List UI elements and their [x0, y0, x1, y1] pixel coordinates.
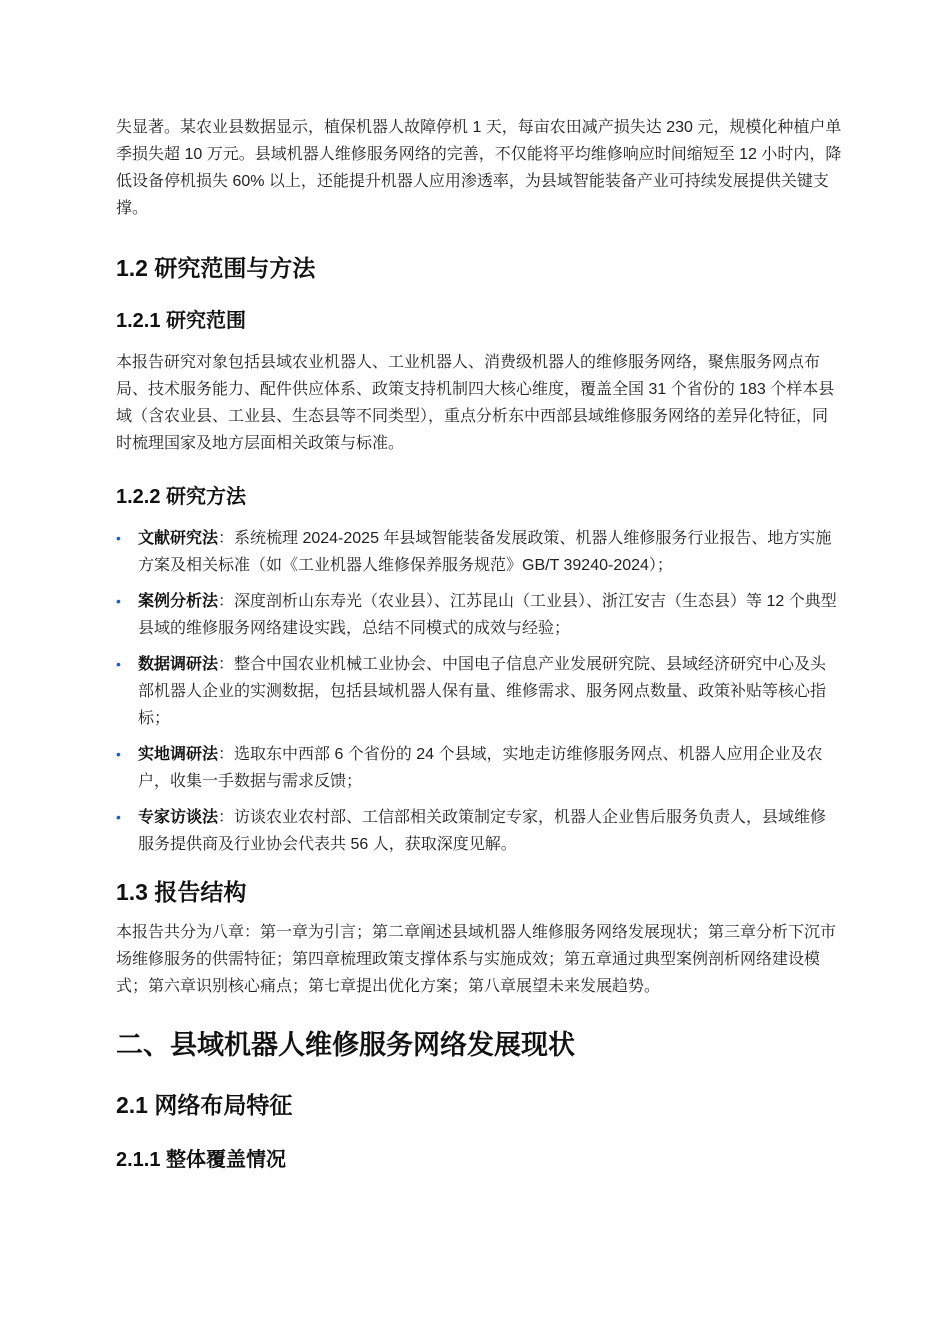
chapter-heading-2: 二、县域机器人维修服务网络发展现状 — [116, 1030, 575, 1060]
subsection-heading-1-2-2: 1.2.2 研究方法 — [116, 486, 247, 508]
subsection-heading-1-2-1: 1.2.1 研究范围 — [116, 310, 247, 332]
method-term: 数据调研法 — [138, 656, 219, 673]
bullet-icon: • — [116, 746, 121, 762]
bullet-icon: • — [116, 809, 121, 825]
methods-list-container — [116, 525, 842, 858]
method-term: 专家访谈法 — [138, 809, 219, 826]
method-term: 实地调研法 — [138, 746, 219, 763]
methods-list — [116, 525, 842, 858]
section-heading-2-1: 2.1 网络布局特征 — [116, 1092, 293, 1118]
method-term: 文献研究法 — [138, 530, 219, 547]
bullet-icon: • — [116, 656, 121, 672]
list-item — [116, 804, 842, 858]
method-text: ：访谈农业农村部、工信部相关政策制定专家，机器人企业售后服务负责人，县域维修服务提供商及行业协会代表共 56 人，获取深度见解。 — [138, 809, 827, 853]
method-text: ：选取东中西部 6 个省份的 24 个县域，实地走访维修服务网点、机器人应用企业及农户，收集一手数据与需求反馈； — [138, 746, 823, 790]
method-text: ：整合中国农业机械工业协会、中国电子信息产业发展研究院、县域经济研究中心及头部机器人企业的实测数据，包括县域机器人保有量、维修需求、服务网点数量、政策补贴等核心指标； — [138, 656, 827, 727]
bullet-icon: • — [116, 530, 121, 546]
section-heading-1-3: 1.3 报告结构 — [116, 879, 247, 905]
section-heading-1-2: 1.2 研究范围与方法 — [116, 255, 316, 281]
list-item — [116, 588, 842, 642]
intro-paragraph: 失显著。某农业县数据显示，植保机器人故障停机 1 天，每亩农田减产损失达 230 元，规模化种植户单季损失超 10 万元。县域机器人维修服务网络的完善，不仅能将平均维修响应时间缩短至 12 小时内，降低设备停机损失 60% 以上，还能提升机器人应用渗透率，为县域智能装备产业可持续发展提供关键支撑。 — [116, 119, 842, 217]
subsection-heading-2-1-1: 2.1.1 整体覆盖情况 — [116, 1149, 287, 1171]
list-item — [116, 525, 842, 579]
structure-paragraph: 本报告共分为八章：第一章为引言；第二章阐述县域机器人维修服务网络发展现状；第三章分析下沉市场维修服务的供需特征；第四章梳理政策支撑体系与实施成效；第五章通过典型案例剖析网络建设模式；第六章识别核心痛点；第七章提出优化方案；第八章展望未来发展趋势。 — [116, 924, 837, 995]
method-text: ：系统梳理 2024-2025 年县域智能装备发展政策、机器人维修服务行业报告、地方实施方案及相关标准（如《工业机器人维修保养服务规范》GB/T 39240-2024）； — [138, 530, 832, 574]
method-term: 案例分析法 — [138, 593, 219, 610]
method-text: ：深度剖析山东寿光（农业县）、江苏昆山（工业县）、浙江安吉（生态县）等 12 个典型县域的维修服务网络建设实践，总结不同模式的成效与经验； — [138, 593, 837, 637]
scope-paragraph: 本报告研究对象包括县域农业机器人、工业机器人、消费级机器人的维修服务网络，聚焦服务网点布局、技术服务能力、配件供应体系、政策支持机制四大核心维度，覆盖全国 31 个省份的 183 个样本县域（含农业县、工业县、生态县等不同类型），重点分析东中西部县域维修服务网络的差异化特征，同时梳理国家及地方层面相关政策与标准。 — [116, 354, 835, 452]
list-item — [116, 741, 842, 795]
list-item — [116, 651, 842, 732]
bullet-icon: • — [116, 593, 121, 609]
